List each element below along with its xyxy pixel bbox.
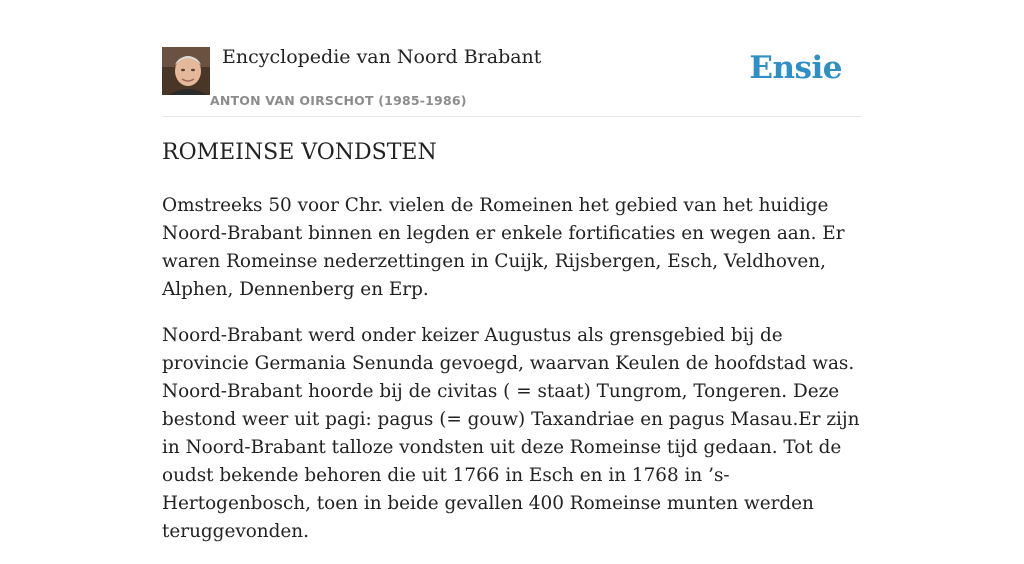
author-portrait-icon [162, 47, 210, 95]
author-name[interactable]: ANTON VAN OIRSCHOT (1985-1986) [210, 93, 467, 108]
entry-paragraph: Omstreeks 50 voor Chr. vielen de Romeinen het gebied van het huidige Noord-Brabant binnen en legden er enkele fortificaties en wegen aan. Er waren Romeinse nederzettingen in Cuijk, Rijsbergen, Esch, Veldhoven, Alphen, Dennenberg en Erp. [162, 195, 845, 300]
entry-body [162, 192, 862, 564]
source-header [162, 45, 862, 117]
brand-logo[interactable]: Ensie [749, 50, 842, 86]
entry-title: ROMEINSE VONDSTEN [162, 140, 437, 165]
author-avatar[interactable] [162, 47, 210, 95]
source-title[interactable]: Encyclopedie van Noord Brabant [222, 46, 542, 68]
entry-paragraph: Noord-Brabant werd onder keizer Augustus als grensgebied bij de provincie Germania Senunda gevoegd, waarvan Keulen de hoofdstad was. Noord-Brabant hoorde bij de civitas ( = staat) Tungrom, Tongeren. Deze bestond weer uit pagi: pagus (= gouw) Taxandriae en pagus Masau.Er zijn in Noord-Brabant talloze vondsten uit deze Romeinse tijd gedaan. Tot de oudst bekende behoren die uit 1766 in Esch en in 1768 in ’s-Hertogenbosch, toen in beide gevallen 400 Romeinse munten werden teruggevonden. [162, 325, 860, 542]
